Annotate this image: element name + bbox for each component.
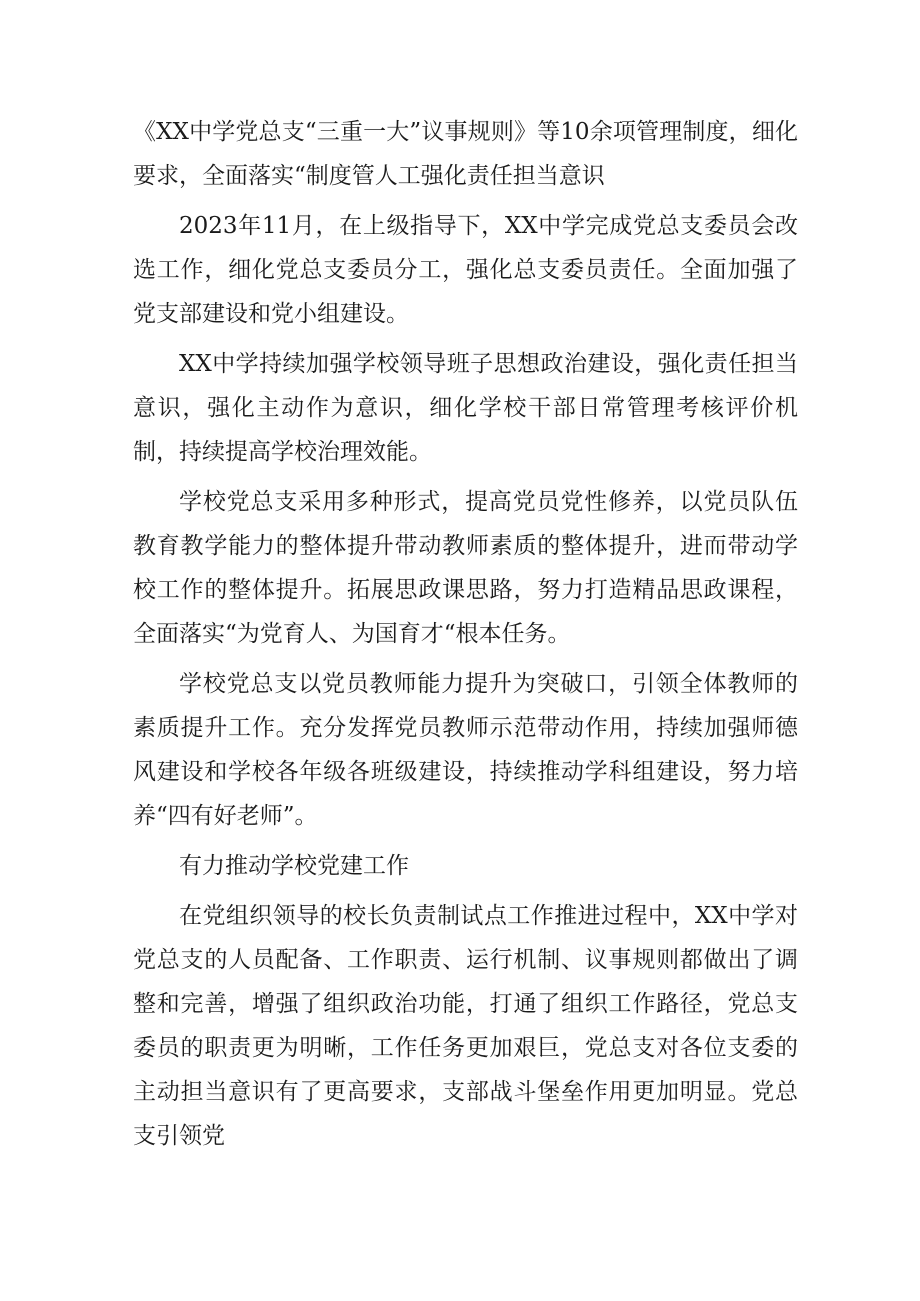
document-body <box>133 110 798 1164</box>
paragraph-teacher-improvement: 学校党总支以党员教师能力提升为突破口，引领全体教师的素质提升工作。充分发挥党员教师示范带动作用，持续加强师德风建设和学校各年级各班级建设，持续推动学科组建设，努力培养“四有好老师”。 <box>133 671 798 829</box>
paragraph-principal-responsibility: 在党组织领导的校长负责制试点工作推进过程中，XX中学对党总支的人员配备、工作职责、运行机制、议事规则都做出了调整和完善，增强了组织政治功能，打通了组织工作路径，党总支委员的职责更为明晰，工作任务更加艰巨，党总支对各位支委的主动担当意识有了更高要求，支部战斗堡垒作用更加明显。党总支引领党 <box>133 903 798 1149</box>
paragraph-party-cultivation: 学校党总支采用多种形式，提高党员党性修养，以党员队伍教育教学能力的整体提升带动教师素质的整体提升，进而带动学校工作的整体提升。拓展思政课思路，努力打造精品思政课程，全面落实“为党育人、为国育才“根本任务。 <box>133 489 798 647</box>
paragraph-committee-election: 2023年11月，在上级指导下，XX中学完成党总支委员会改选工作，细化党总支委员分工，强化总支委员责任。全面加强了党支部建设和党小组建设。 <box>133 213 798 327</box>
paragraph-leadership-building: XX中学持续加强学校领导班子思想政治建设，强化责任担当意识，强化主动作为意识，细化学校干部日常管理考核评价机制，持续提高学校治理效能。 <box>133 351 798 465</box>
paragraph-continuation: 《XX中学党总支“三重一大”议事规则》等10余项管理制度，细化要求，全面落实“制度管人工强化责任担当意识 <box>133 119 798 189</box>
section-heading: 有力推动学校党建工作 <box>179 853 409 879</box>
